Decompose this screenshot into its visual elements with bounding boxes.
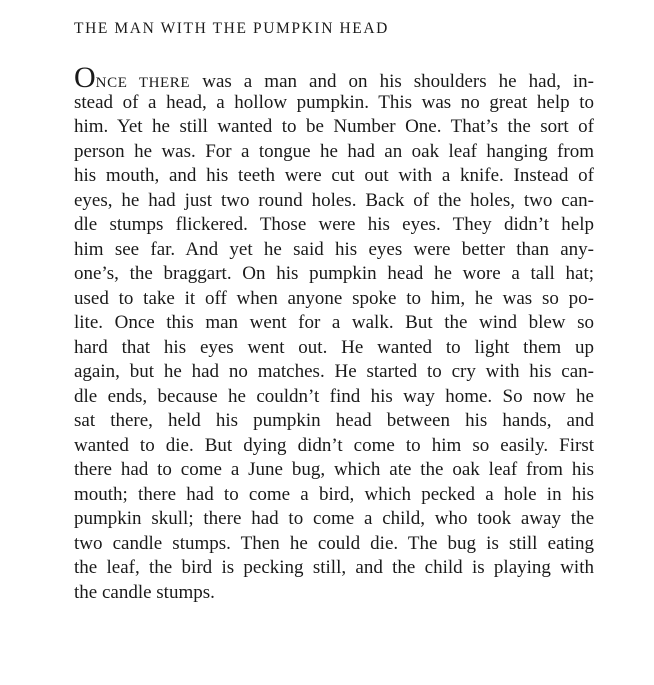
story-line: again, but he had no matches. He started to cry with his can-: [74, 361, 594, 382]
story-line: dle stumps flickered. Those were his eyes. They didn’t help: [74, 214, 594, 235]
story-line: him see far. And yet he said his eyes were better than any-: [74, 238, 594, 260]
story-line: eyes, he had just two round holes. Back of the holes, two can-: [74, 189, 594, 211]
page-title: THE MAN WITH THE PUMPKIN HEAD: [74, 20, 389, 37]
story-line: wanted to die. But dying didn’t come to him so easily. First: [74, 434, 594, 456]
story-line: sat there, held his pumpkin head between his hands, and: [74, 410, 594, 431]
drop-cap: O: [74, 61, 96, 94]
small-caps-opening: NCE THERE: [95, 75, 191, 91]
story-line: hard that his eyes went out. He wanted to light them up: [74, 336, 594, 358]
story-line: mouth; there had to come a bird, which pecked a hole in his: [74, 483, 594, 505]
first-line-text: was a man and on his shoulders he had, in-: [190, 71, 594, 92]
story-line: dle ends, because he couldn’t find his way home. So now he: [74, 385, 594, 407]
story-line: one’s, the braggart. On his pumpkin head he wore a tall hat;: [74, 263, 594, 284]
story-line: pumpkin skull; there had to come a child, who took away the: [74, 508, 594, 529]
story-line: two candle stumps. Then he could die. The bug is still eating: [74, 532, 594, 554]
story-line: there had to come a June bug, which ate the oak leaf from his: [74, 459, 594, 480]
story-line: used to take it off when anyone spoke to him, he was so po-: [74, 287, 594, 309]
story-line: the leaf, the bird is pecking still, and the child is playing with: [74, 557, 594, 578]
story-line: lite. Once this man went for a walk. But the wind blew so: [74, 312, 594, 333]
story-line: him. Yet he still wanted to be Number One. That’s the sort of: [74, 116, 594, 137]
story-line: person he was. For a tongue he had an oak leaf hanging from: [74, 140, 594, 162]
story-last-line: the candle stumps.: [74, 581, 215, 603]
story-line: stead of a head, a hollow pumpkin. This was no great help to: [74, 91, 594, 113]
story-line: his mouth, and his teeth were cut out with a knife. Instead of: [74, 165, 594, 186]
story-first-line: [74, 61, 594, 94]
story-text: [74, 61, 594, 605]
